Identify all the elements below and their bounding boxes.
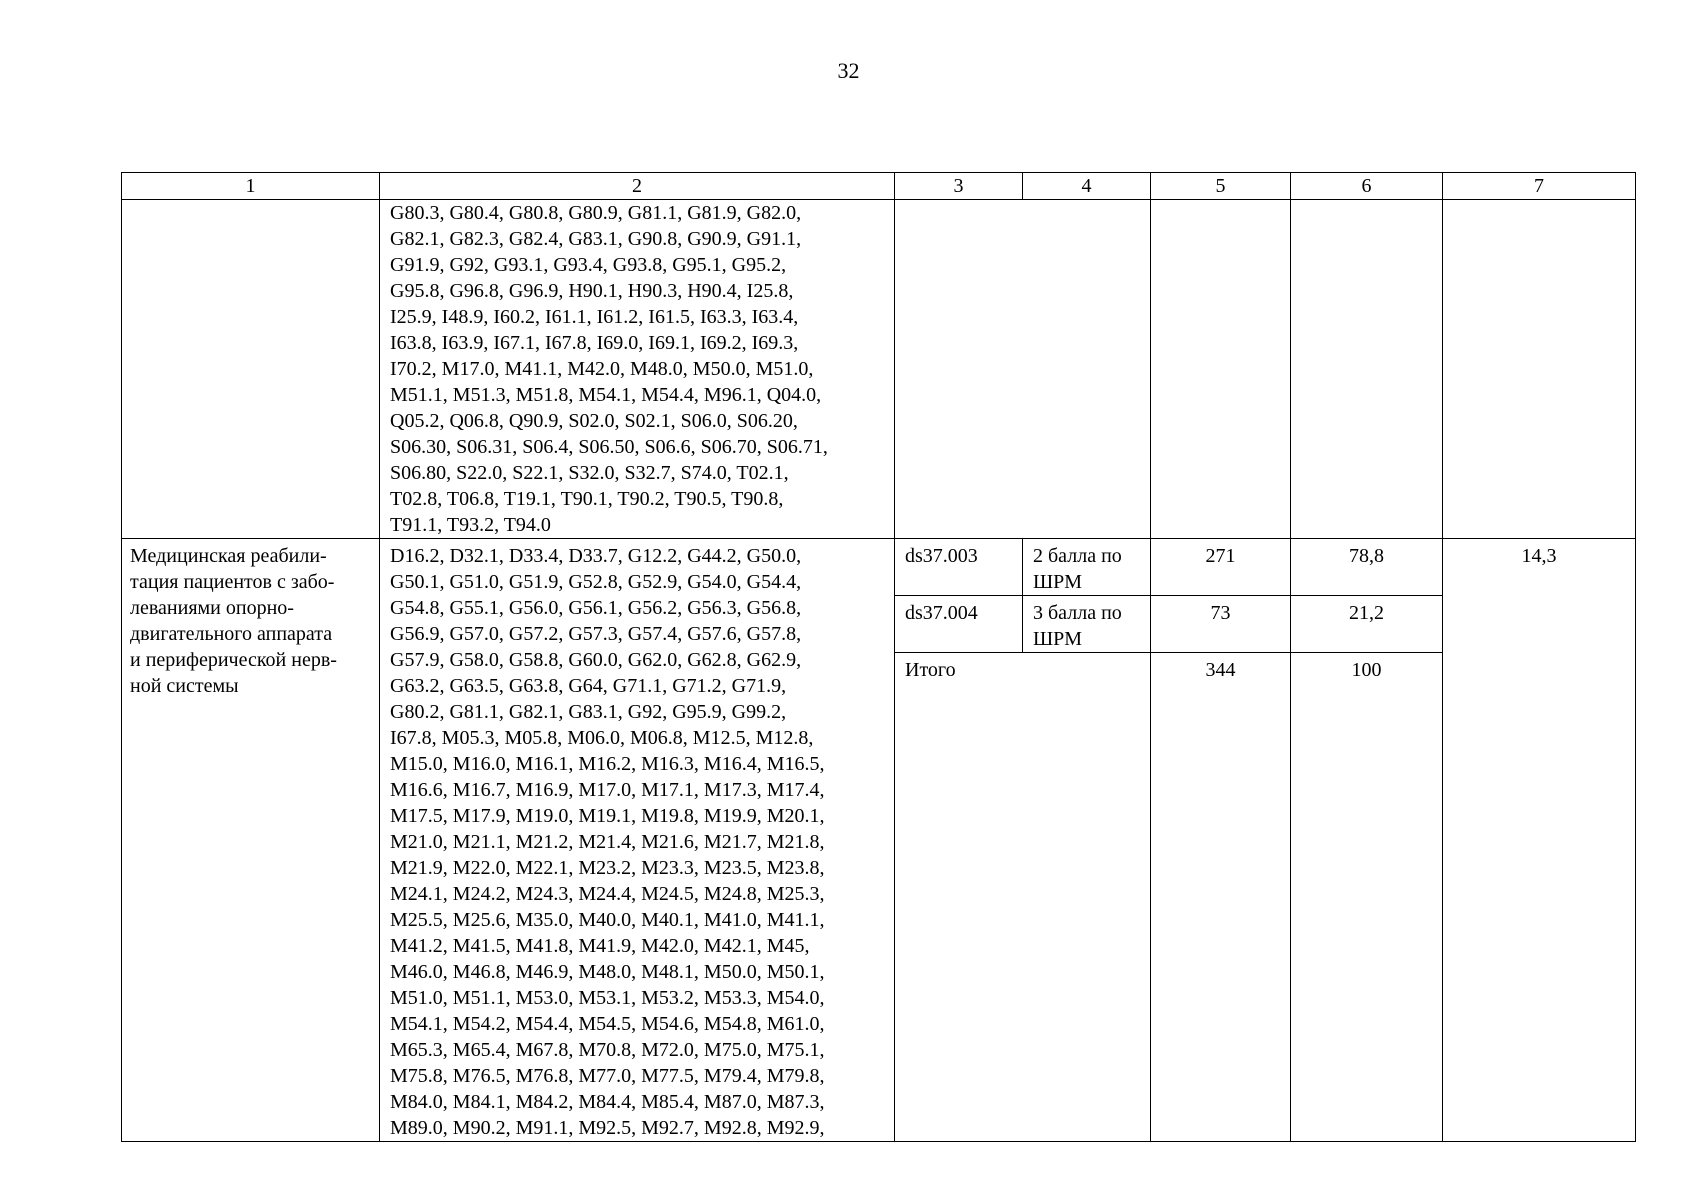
data-table	[121, 172, 1636, 1142]
header-cell-4: 4	[1023, 173, 1151, 200]
row2-col7-cell: 14,3	[1443, 539, 1636, 1142]
sub-row2-score: 3 балла по ШРМ	[1023, 596, 1151, 653]
sub-row2-percent: 21,2	[1291, 596, 1443, 653]
header-cell-3: 3	[895, 173, 1023, 200]
header-row	[122, 173, 1636, 200]
row2-codes-cell: D16.2, D32.1, D33.4, D33.7, G12.2, G44.2, G50.0, G50.1, G51.0, G51.9, G52.8, G52.9, G54.0, G54.4, G54.8, G55.1, G56.0, G56.1, G56.2, G56.3, G56.8, G56.9, G57.0, G57.2, G57.3, G57.4, G57.6, G57.8, G57.9, G58.0, G58.8, G60.0, G62.0, G62.8, G62.9, G63.2, G63.5, G63.8, G64, G71.1, G71.2, G71.9, G80.2, G81.1, G82.1, G83.1, G92, G95.9, G99.2, I67.8, M05.3, M05.8, M06.0, M06.8, M12.5, M12.8, M15.0, M16.0, M16.1, M16.2, M16.3, M16.4, M16.5, M16.6, M16.7, M16.9, M17.0, M17.1, M17.3, M17.4, M17.5, M17.9, M19.0, M19.1, M19.8, M19.9, M20.1, M21.0, M21.1, M21.2, M21.4, M21.6, M21.7, M21.8, M21.9, M22.0, M22.1, M23.2, M23.3, M23.5, M23.8, M24.1, M24.2, M24.3, M24.4, M24.5, M24.8, M25.3, M25.5, M25.6, M35.0, M40.0, M40.1, M41.0, M41.1, M41.2, M41.5, M41.8, M41.9, M42.0, M42.1, M45, M46.0, M46.8, M46.9, M48.0, M48.1, M50.0, M50.1, M51.0, M51.1, M53.0, M53.1, M53.2, M53.3, M54.0, M54.1, M54.2, M54.4, M54.5, M54.6, M54.8, M61.0, M65.3, M65.4, M67.8, M70.8, M72.0, M75.0, M75.1, M75.8, M76.5, M76.8, M77.0, M77.5, M79.4, M79.8, M84.0, M84.1, M84.2, M84.4, M85.4, M87.0, M87.3, M89.0, M90.2, M91.1, M92.5, M92.7, M92.8, M92.9,	[380, 539, 895, 1142]
total-count: 344	[1151, 653, 1291, 1142]
sub-row1-count: 271	[1151, 539, 1291, 596]
row1-col6-cell	[1291, 200, 1443, 539]
header-cell-1: 1	[122, 173, 380, 200]
row1-col7-cell	[1443, 200, 1636, 539]
table-row	[122, 539, 1636, 596]
table-row	[122, 200, 1636, 539]
sub-row2-count: 73	[1151, 596, 1291, 653]
header-cell-7: 7	[1443, 173, 1636, 200]
row1-name-cell	[122, 200, 380, 539]
header-cell-2: 2	[380, 173, 895, 200]
header-cell-5: 5	[1151, 173, 1291, 200]
sub-row1-code: ds37.003	[895, 539, 1023, 596]
sub-row1-score: 2 балла по ШРМ	[1023, 539, 1151, 596]
total-percent: 100	[1291, 653, 1443, 1142]
page-number: 32	[837, 58, 860, 83]
row1-codes-cell: G80.3, G80.4, G80.8, G80.9, G81.1, G81.9, G82.0, G82.1, G82.3, G82.4, G83.1, G90.8, G90.9, G91.1, G91.9, G92, G93.1, G93.4, G93.8, G95.1, G95.2, G95.8, G96.8, G96.9, H90.1, H90.3, H90.4, I25.8, I25.9, I48.9, I60.2, I61.1, I61.2, I61.5, I63.3, I63.4, I63.8, I63.9, I67.1, I67.8, I69.0, I69.1, I69.2, I69.3, I70.2, M17.0, M41.1, M42.0, M48.0, M50.0, M51.0, M51.1, M51.3, M51.8, M54.1, M54.4, M96.1, Q04.0, Q05.2, Q06.8, Q90.9, S02.0, S02.1, S06.0, S06.20, S06.30, S06.31, S06.4, S06.50, S06.6, S06.70, S06.71, S06.80, S22.0, S22.1, S32.0, S32.7, S74.0, T02.1, T02.8, T06.8, T19.1, T90.1, T90.2, T90.5, T90.8, T91.1, T93.2, T94.0	[380, 200, 895, 539]
total-label: Итого	[895, 653, 1151, 1142]
row1-col5-cell	[1151, 200, 1291, 539]
sub-row1-percent: 78,8	[1291, 539, 1443, 596]
header-cell-6: 6	[1291, 173, 1443, 200]
row1-col34-cell	[895, 200, 1151, 539]
sub-row2-code: ds37.004	[895, 596, 1023, 653]
row2-name-cell: Медицинская реабили- тация пациентов с забо- леваниями опорно- двигательного аппарата и периферической нерв- ной системы	[122, 539, 380, 1142]
